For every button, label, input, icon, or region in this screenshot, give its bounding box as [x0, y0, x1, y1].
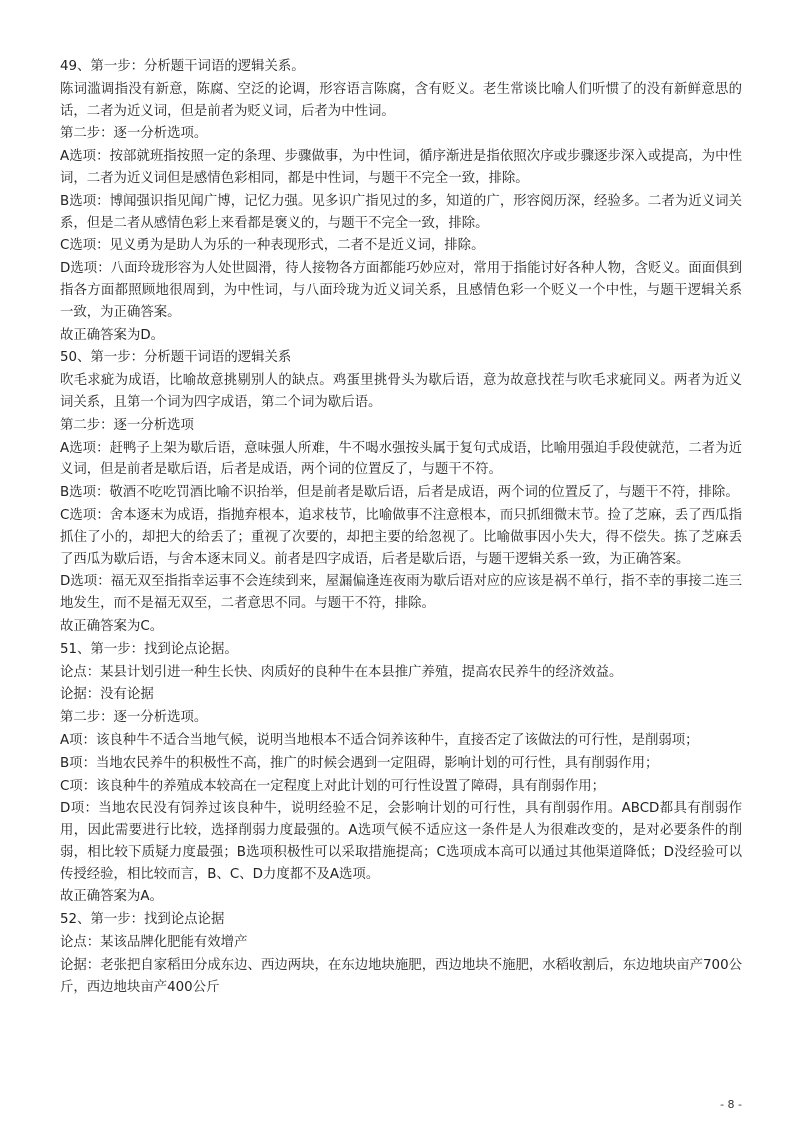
paragraph: 49、第一步：分析题干词语的逻辑关系。 — [60, 59, 305, 74]
paragraph: 52、第一步：找到论点论据 — [60, 912, 225, 928]
paragraph: A项：该良种牛不适合当地气候，说明当地根本不适合饲养该种牛，直接否定了该做法的可行性，是削弱项； — [60, 732, 699, 748]
paragraph: A选项：按部就班指按照一定的条理、步骤做事，为中性词，循序渐进是指依照次序或步骤逐步深入或提高，为中性词，二者为近义词但是感情色彩相同，都是中性词，与题干不完全一致，排除。 — [60, 149, 742, 186]
paragraph: B选项：敬酒不吃吃罚酒比喻不识抬举，但是前者是歇后语，后者是成语，两个词的位置反了，与题干不符，排除。 — [60, 485, 739, 501]
paragraph: D项：当地农民没有饲养过该良种牛，说明经验不足，会影响计划的可行性，具有削弱作用。ABCD都具有削弱作用，因此需要进行比较，选择削弱力度最强的。A选项气候不适应这一条件是人为很难改变的，是对必要条件的削弱，相比较下质疑力度最强；B选项积极性可以采取措施提高；C选项成本高可以通过其他渠道降低；D没经验可以传授经验，相比较而言，B、C、D力度都不及A选项。 — [60, 801, 742, 882]
paragraph: 第二步：逐一分析选项。 — [60, 126, 208, 142]
paragraph: D选项：八面玲珑形容为人处世圆滑，待人接物各方面都能巧妙应对，常用于指能讨好各种人物，含贬义。面面俱到指各方面都照顾地很周到，为中性词，与八面玲珑为近义词关系，且感情色彩一个贬义一个中性，与题干逻辑关系一致，为正确答案。 — [60, 261, 742, 320]
paragraph: B项：当地农民养牛的积极性不高，推广的时候会遇到一定阻碍，影响计划的可行性，具有削弱作用； — [60, 755, 659, 771]
paragraph: A选项：赶鸭子上架为歇后语，意味强人所难，牛不喝水强按头属于复句式成语，比喻用强迫手段使就范，二者为近义词，但是前者是歇后语，后者是成语，两个词的位置反了，与题干不符。 — [60, 440, 742, 478]
paragraph: 故正确答案为D。 — [60, 327, 165, 343]
paragraph: B选项：博闻强识指见闻广博，记忆力强。见多识广指见过的多，知道的广，形容阅历深，经验多。二者为近义词关系，但是二者从感情色彩上来看都是褒义的，与题干不完全一致，排除。 — [60, 193, 742, 231]
paragraph: D选项：福无双至指指幸运事不会连续到来，屋漏偏逢连夜雨为歇后语对应的应该是祸不单行，指不幸的事接二连三地发生，而不是福无双至，二者意思不同。与题干不符，排除。 — [60, 574, 742, 612]
paragraph: 故正确答案为C。 — [60, 618, 164, 634]
paragraph: 51、第一步：找到论点论据。 — [60, 641, 238, 657]
answer-explanations — [60, 56, 742, 998]
paragraph: 第二步：逐一分析选项 — [60, 417, 194, 433]
paragraph: 陈词滥调指没有新意，陈腐、空泛的论调，形容语言陈腐，含有贬义。老生常谈比喻人们听惯了的没有新鲜意思的话，二者为近义词，但是前者为贬义词，后者为中性词。 — [60, 81, 742, 119]
paragraph: 论点：某县计划引进一种生长快、肉质好的良种牛在本县推广养殖，提高农民养牛的经济效益。 — [60, 664, 623, 680]
paragraph: C项：该良种牛的养殖成本较高在一定程度上对此计划的可行性设置了障碍，具有削弱作用； — [60, 778, 605, 794]
paragraph: C选项：舍本逐末为成语，指抛弃根本，追求枝节，比喻做事不注意根本，而只抓细微末节。捡了芝麻，丢了西瓜指抓住了小的，却把大的给丢了；重视了次要的，却把主要的给忽视了。比喻做事因小失大，得不偿失。拣了芝麻丢了西瓜为歇后语，与舍本逐末同义。前者是四字成语，后者是歇后语，与题干逻辑关系一致，为正确答案。 — [60, 507, 742, 567]
paragraph: 吹毛求疵为成语，比喻故意挑剔别人的缺点。鸡蛋里挑骨头为歇后语，意为故意找茬与吹毛求疵同义。两者为近义词关系，且第一个词为四字成语，第二个词为歇后语。 — [60, 373, 742, 410]
paragraph: 论据：没有论据 — [60, 687, 154, 703]
paragraph: 故正确答案为A。 — [60, 889, 163, 905]
page-number: - 8 - — [720, 1098, 742, 1111]
paragraph: 论点：某该品牌化肥能有效增产 — [60, 935, 248, 951]
paragraph: 50、第一步：分析题干词语的逻辑关系 — [60, 350, 292, 366]
paragraph: C选项：见义勇为是助人为乐的一种表现形式，二者不是近义词，排除。 — [60, 238, 485, 254]
paragraph: 第二步：逐一分析选项。 — [60, 710, 208, 726]
paragraph: 论据：老张把自家稻田分成东边、西边两块，在东边地块施肥，西边地块不施肥，水稻收割后，东边地块亩产700公斤，西边地块亩产400公斤 — [60, 957, 742, 995]
